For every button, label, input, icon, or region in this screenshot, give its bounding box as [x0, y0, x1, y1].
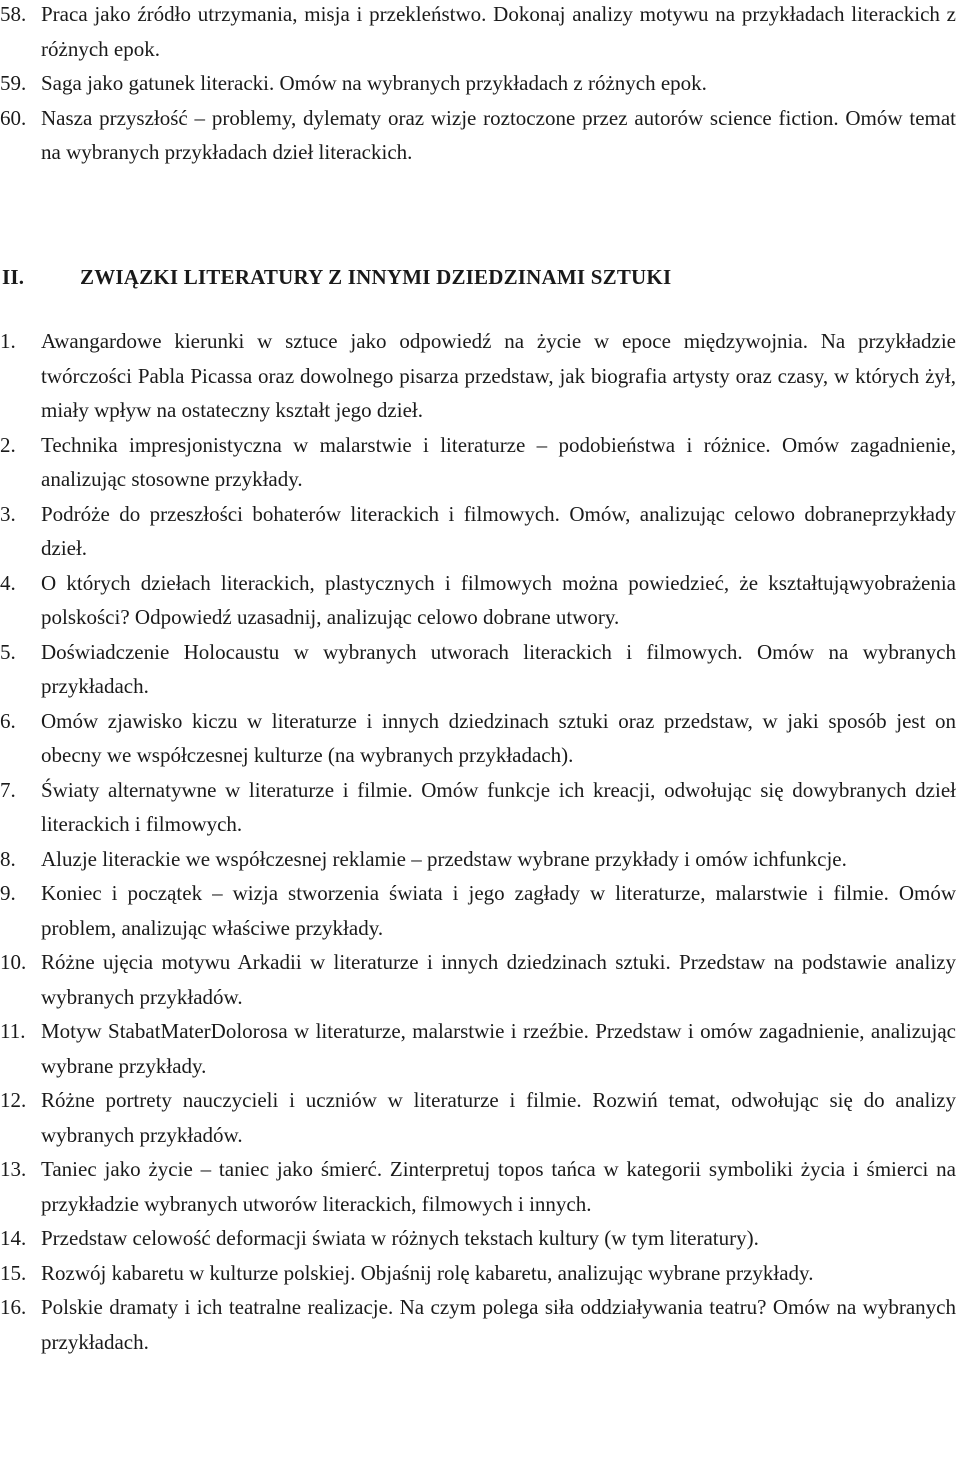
item-text: Doświadczenie Holocaustu w wybranych utworach literackich i filmowych. Omów na wybranych przykładach.	[41, 639, 956, 698]
item-number: 13.	[0, 1157, 27, 1181]
list-item	[0, 1221, 960, 1256]
list-item	[0, 635, 960, 704]
item-text: Przedstaw celowość deformacji świata w różnych tekstach kultury (w tym literatury).	[41, 1226, 759, 1250]
item-text: Awangardowe kierunki w sztuce jako odpowiedź na życie w epoce międzywojnia. Na przykładzie twórczości Pabla Picassa oraz dowolnego pisarza przedstaw, jak biografia artysty oraz czasy, w których żył, miały wpływ na ostateczny kształt jego dzieł.	[41, 329, 956, 422]
list-item	[0, 1083, 960, 1152]
item-number: 1.	[0, 329, 16, 353]
list-item	[0, 876, 960, 945]
item-text: Różne ujęcia motywu Arkadii w literaturze i innych dziedzinach sztuki. Przedstaw na podstawie analizy wybranych przykładów.	[41, 950, 956, 1009]
item-number: 7.	[0, 777, 16, 802]
item-text: Różne portrety nauczycieli i uczniów w literaturze i filmie. Rozwiń temat, odwołując się do analizy wybranych przykładów.	[41, 1088, 956, 1147]
item-text: Aluzje literackie we współczesnej reklamie – przedstaw wybrane przykłady i omów ichfunkcje.	[41, 846, 847, 871]
item-text: Saga jako gatunek literacki. Omów na wybranych przykładach z różnych epok.	[41, 71, 707, 95]
item-text: Praca jako źródło utrzymania, misja i przekleństwo. Dokonaj analizy motywu na przykładach literackich z różnych epok.	[41, 2, 956, 61]
list-item	[0, 66, 960, 101]
item-text: Omów zjawisko kiczu w literaturze i innych dziedzinach sztuki oraz przedstaw, w jaki sposób jest on obecny we współczesnej kulturze (na wybranych przykładach).	[41, 708, 956, 767]
list-item	[0, 324, 960, 428]
item-number: 11.	[0, 1019, 26, 1043]
item-text: Światy alternatywne w literaturze i filmie. Omów funkcje ich kreacji, odwołując się dowybranych dzieł literackich i filmowych.	[41, 777, 956, 836]
item-number: 8.	[0, 846, 16, 871]
list-item	[0, 945, 960, 1014]
list-item	[0, 428, 960, 497]
item-text: Taniec jako życie – taniec jako śmierć. Zinterpretuj topos tańca w kategorii symboliki życia i śmierci na przykładzie wybranych utworów literackich, filmowych i innych.	[41, 1157, 956, 1216]
topic-list	[0, 324, 960, 1359]
list-item	[0, 101, 960, 170]
list-item	[0, 704, 960, 773]
item-number: 3.	[0, 501, 16, 526]
item-number: 58.	[0, 2, 27, 26]
list-item	[0, 0, 960, 66]
item-text: Technika impresjonistyczna w malarstwie i literaturze – podobieństwa i różnice. Omów zagadnienie, analizując stosowne przykłady.	[41, 432, 956, 491]
section-title: ZWIĄZKI LITERATURY Z INNYMI DZIEDZINAMI SZTUKI	[80, 265, 672, 289]
section-heading	[2, 262, 960, 292]
item-text: Polskie dramaty i ich teatralne realizacje. Na czym polega siła oddziaływania teatru? Omów na wybranych przykładach.	[41, 1295, 956, 1354]
list-item	[0, 1256, 960, 1291]
section-number: II.	[2, 265, 25, 289]
item-number: 14.	[0, 1226, 27, 1250]
item-text: Motyw StabatMaterDolorosa w literaturze, malarstwie i rzeźbie. Przedstaw i omów zagadnienie, analizując wybrane przykłady.	[41, 1019, 956, 1078]
list-item	[0, 566, 960, 635]
list-item	[0, 1152, 960, 1221]
item-number: 4.	[0, 570, 16, 595]
item-number: 10.	[0, 950, 27, 974]
item-text: Koniec i początek – wizja stworzenia świata i jego zagłady w literaturze, malarstwie i filmie. Omów problem, analizując właściwe przykłady.	[41, 881, 956, 940]
topic-list-previous-section	[0, 0, 960, 170]
item-number: 60.	[0, 105, 27, 130]
item-text: Rozwój kabaretu w kulturze polskiej. Objaśnij rolę kabaretu, analizując wybrane przykłady.	[41, 1260, 814, 1285]
list-item	[0, 1290, 960, 1359]
item-number: 5.	[0, 639, 16, 664]
item-number: 9.	[0, 881, 16, 905]
list-item	[0, 773, 960, 842]
item-number: 59.	[0, 71, 27, 95]
item-text: O których dziełach literackich, plastycznych i filmowych można powiedzieć, że kształtująwyobrażenia polskości? Odpowiedź uzasadnij, analizując celowo dobrane utwory.	[41, 570, 956, 629]
list-item	[0, 842, 960, 877]
item-text: Podróże do przeszłości bohaterów literackich i filmowych. Omów, analizując celowo dobraneprzykłady dzieł.	[41, 501, 956, 560]
item-number: 2.	[0, 432, 16, 457]
list-item	[0, 497, 960, 566]
item-number: 16.	[0, 1295, 27, 1319]
item-number: 12.	[0, 1088, 27, 1112]
item-text: Nasza przyszłość – problemy, dylematy oraz wizje roztoczone przez autorów science fiction. Omów temat na wybranych przykładach dzieł literackich.	[41, 105, 956, 164]
item-number: 15.	[0, 1260, 27, 1285]
item-number: 6.	[0, 708, 16, 733]
list-item	[0, 1014, 960, 1083]
